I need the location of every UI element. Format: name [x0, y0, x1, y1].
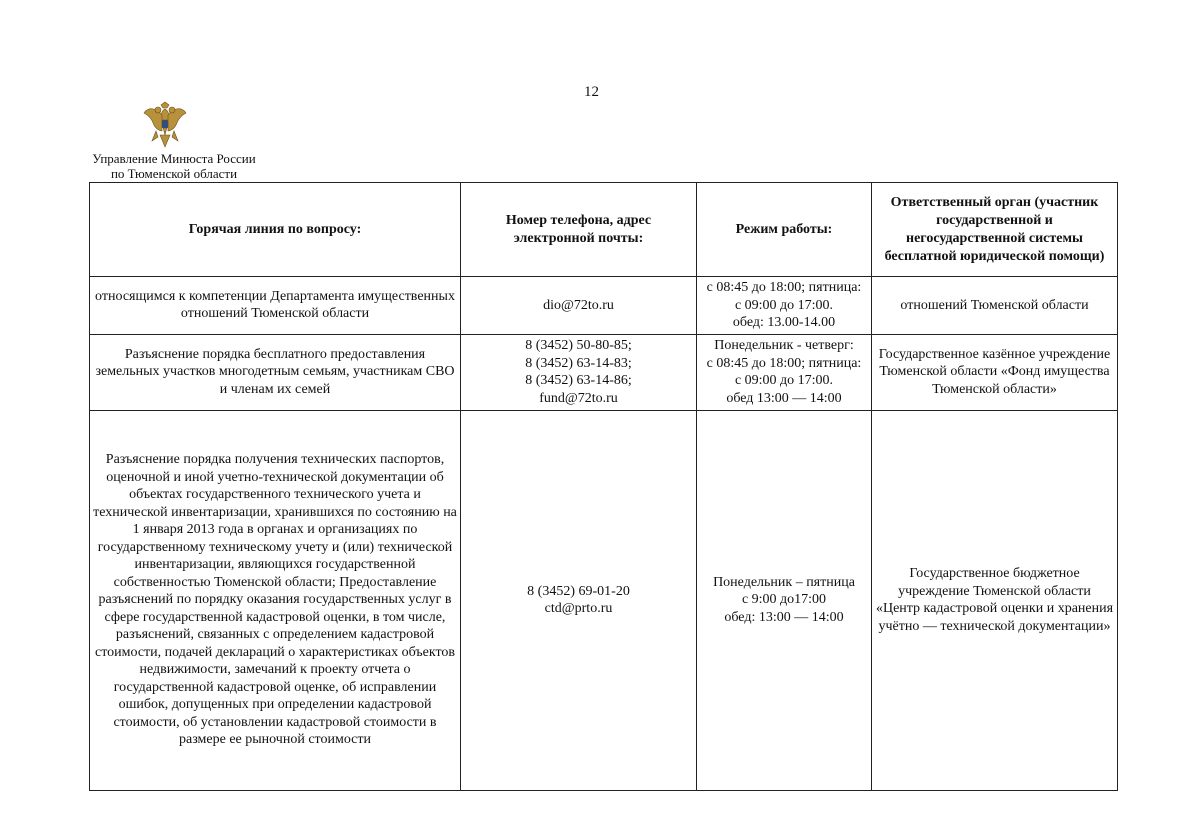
topic-cell: относящимся к компетенции Департамента имущественных отношений Тюменской области [90, 277, 461, 335]
hours-line: Понедельник – пятница [713, 574, 855, 590]
contact-email: dio@72to.ru [543, 297, 614, 313]
contact-phone: 8 (3452) 63-14-83; [525, 355, 632, 371]
hours-line: обед 13:00 — 14:00 [726, 390, 842, 406]
hours-line: обед: 13.00-14.00 [732, 315, 836, 330]
hours-line: с 08:45 до 18:00; пятница: [706, 355, 862, 371]
hours-line: с 08:45 до 18:00; пятница: [706, 280, 862, 295]
hours-cell [697, 410, 872, 790]
contact-phone: 8 (3452) 69-01-20 [527, 583, 630, 599]
page-number: 12 [584, 84, 599, 100]
organ-cell: отношений Тюменской области [872, 277, 1118, 335]
contact-email: fund@72to.ru [539, 390, 618, 406]
contacts-cell [461, 410, 697, 790]
column-header-contacts: Номер телефона, адрес электронной почты: [461, 183, 697, 277]
column-header-organ: Ответственный орган (участник государственной и негосударственной системы бесплатной юридической помощи) [872, 183, 1118, 277]
topic-cell: Разъяснение порядка бесплатного предоставления земельных участков многодетным семьям, участникам СВО и членам их семей [90, 334, 461, 410]
column-header-hours: Режим работы: [697, 183, 872, 277]
hours-line: с 9:00 до17:00 [741, 592, 827, 608]
table-row [90, 277, 1118, 335]
table-row [90, 334, 1118, 410]
contact-phone: 8 (3452) 50-80-85; [525, 338, 632, 353]
contact-email: ctd@prto.ru [544, 601, 613, 616]
hours-cell [697, 334, 872, 410]
table-row [90, 410, 1118, 790]
contact-phone: 8 (3452) 63-14-86; [525, 373, 632, 388]
table-header-row [90, 183, 1118, 277]
organization-header [84, 151, 264, 181]
hours-line: Понедельник - четверг: [714, 338, 854, 353]
topic-cell: Разъяснение порядка получения технических паспортов, оценочной и иной учетно-технической документации об объектах государственного технического учета и технической инвентаризации, хранившихся по состоянию на 1 января 2013 года в органах и организациях по государственному техническому учету и (или) технической инвентаризации, являющихся государственной собственностью Тюменской области; Предоставление разъяснений по порядку оказания государственных услуг в сфере государственной кадастровой оценки, в том числе, разъяснений, связанных с определением кадастровой стоимости, подачей деклараций о характеристиках объектов недвижимости, замечаний к проекту отчета о государственной кадастровой оценке, об исправлении ошибок, допущенных при определении кадастровой стоимости, об установлении кадастровой стоимости в размере ее рыночной стоимости [90, 410, 461, 790]
org-name-line1: Управление Минюста России [92, 151, 256, 166]
organ-cell: Государственное казённое учреждение Тюменской области «Фонд имущества Тюменской области» [872, 334, 1118, 410]
hours-line: с 09:00 до 17:00. [734, 297, 834, 313]
organ-cell: Государственное бюджетное учреждение Тюменской области «Центр кадастровой оценки и хранения учётно — технической документации» [872, 410, 1118, 790]
column-header-topic: Горячая линия по вопросу: [90, 183, 461, 277]
hours-line: с 09:00 до 17:00. [734, 373, 834, 388]
contacts-cell [461, 277, 697, 335]
hours-line: обед: 13:00 — 14:00 [724, 609, 844, 625]
double-headed-eagle-emblem-icon [142, 101, 188, 149]
hours-cell [697, 277, 872, 335]
contacts-cell [461, 334, 697, 410]
hotline-table [89, 182, 1118, 791]
org-name-line2: по Тюменской области [110, 166, 238, 181]
